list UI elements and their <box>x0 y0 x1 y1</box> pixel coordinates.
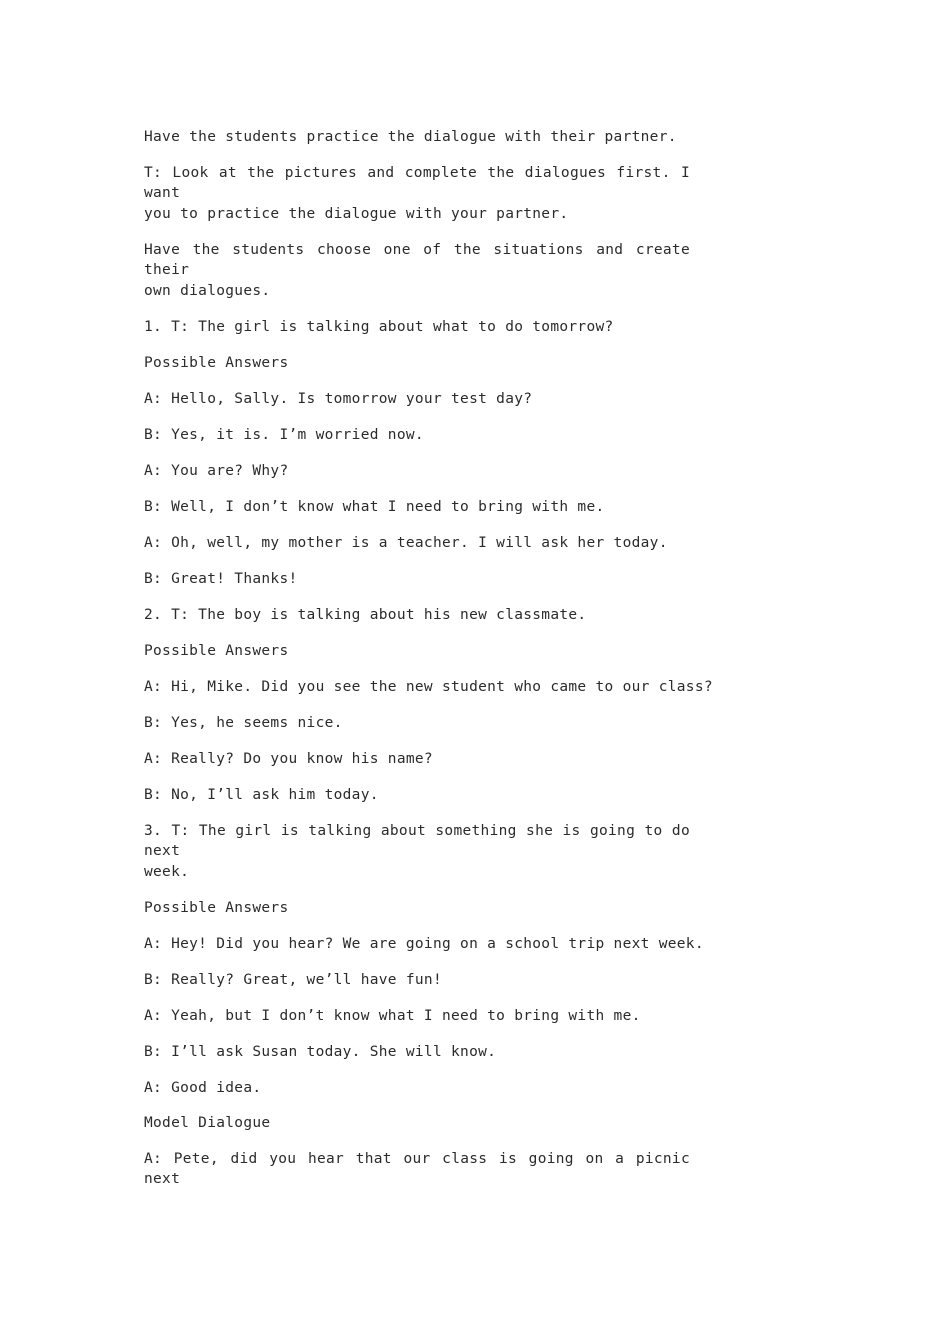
dialogue-line: B: Really? Great, we’ll have fun! <box>144 972 442 988</box>
instruction-text-continued: own dialogues. <box>144 283 271 299</box>
dialogue-line: A: You are? Why? <box>144 463 289 479</box>
dialogue-line: A: Hello, Sally. Is tomorrow your test day? <box>144 391 533 407</box>
situation-heading-3: 3. T: The girl is talking about something she is going to do next <box>144 823 690 859</box>
dialogue-line: B: No, I’ll ask him today. <box>144 787 379 803</box>
dialogue-line: B: Yes, it is. I’m worried now. <box>144 427 424 443</box>
possible-answers-heading: Possible Answers <box>144 355 289 371</box>
situation-heading-1: 1. T: The girl is talking about what to do tomorrow? <box>144 319 614 335</box>
model-dialogue-heading: Model Dialogue <box>144 1115 271 1131</box>
dialogue-line: A: Hi, Mike. Did you see the new student who came to our class? <box>144 679 713 695</box>
teacher-instruction-text-continued: you to practice the dialogue with your partner. <box>144 206 569 222</box>
dialogue-line: A: Good idea. <box>144 1080 262 1096</box>
dialogue-line: A: Yeah, but I don’t know what I need to bring with me. <box>144 1008 641 1024</box>
dialogue-line: B: I’ll ask Susan today. She will know. <box>144 1044 497 1060</box>
dialogue-line: A: Pete, did you hear that our class is going on a picnic next <box>144 1151 690 1187</box>
dialogue-line: B: Well, I don’t know what I need to bring with me. <box>144 499 605 515</box>
instruction-text: Have the students practice the dialogue with their partner. <box>144 129 677 145</box>
possible-answers-heading: Possible Answers <box>144 900 289 916</box>
dialogue-line: A: Oh, well, my mother is a teacher. I will ask her today. <box>144 535 668 551</box>
situation-heading-3-continued: week. <box>144 864 190 880</box>
dialogue-line: A: Hey! Did you hear? We are going on a school trip next week. <box>144 936 704 952</box>
teacher-instruction-text: T: Look at the pictures and complete the dialogues first. I want <box>144 165 690 201</box>
possible-answers-heading: Possible Answers <box>144 643 289 659</box>
situation-heading-2: 2. T: The boy is talking about his new classmate. <box>144 607 587 623</box>
dialogue-line: A: Really? Do you know his name? <box>144 751 433 767</box>
dialogue-line: B: Yes, he seems nice. <box>144 715 343 731</box>
dialogue-line: B: Great! Thanks! <box>144 571 298 587</box>
instruction-text: Have the students choose one of the situations and create their <box>144 242 690 278</box>
